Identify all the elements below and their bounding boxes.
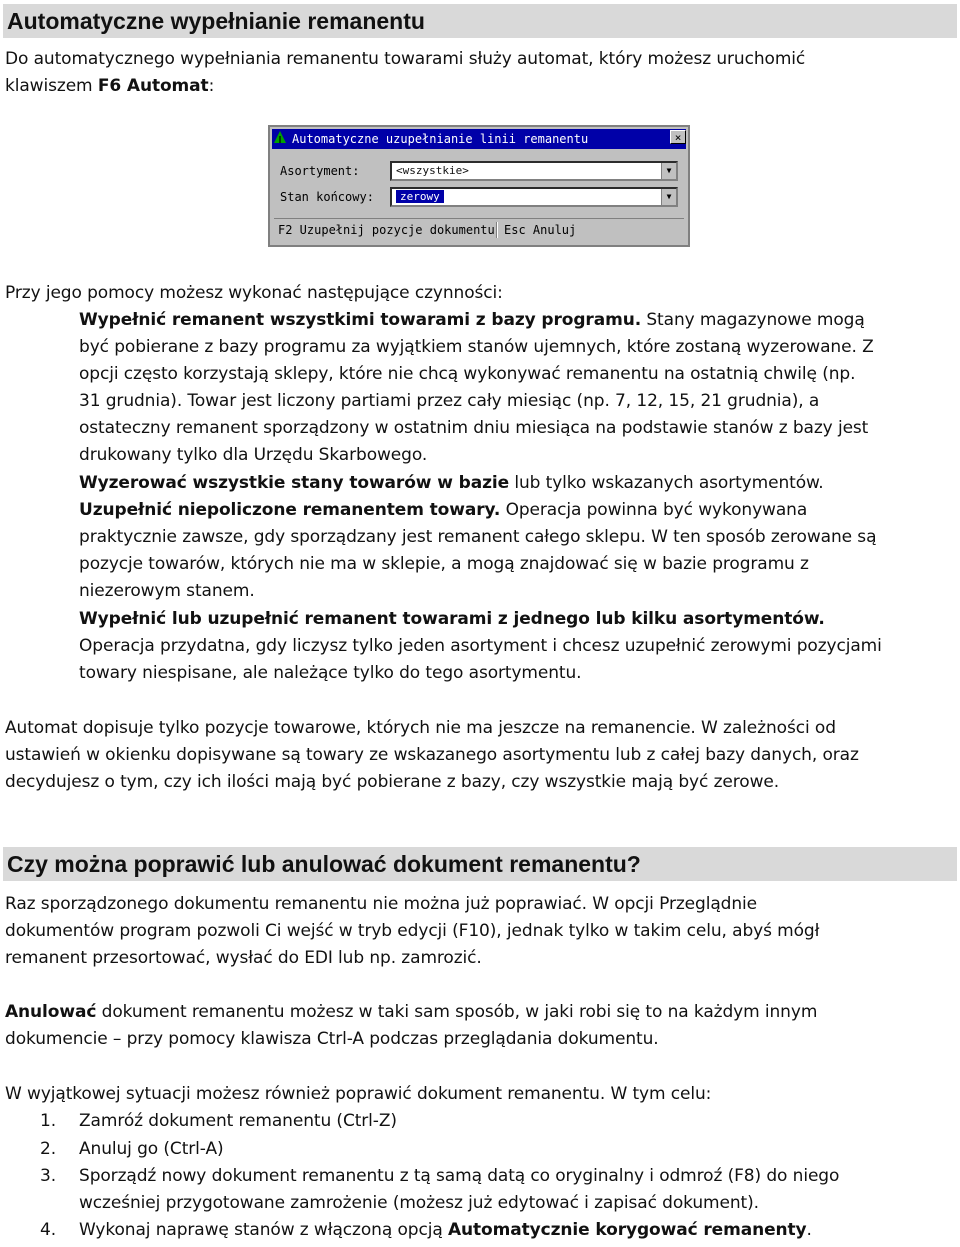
auto-fill-dialog (268, 125, 690, 247)
option-1-text: Stany magazynowe mogą (641, 310, 865, 330)
option-3-line-1 (79, 497, 807, 524)
step-text-continued: wcześniej przygotowane zamrożenie (możesz już edytować i zapisać dokument). (79, 1193, 759, 1213)
final-state-value: zerowy (396, 190, 444, 203)
option-1-title: Wypełnić remanent wszystkimi towarami z bazy programu. (79, 310, 642, 330)
intro-text: klawiszem (5, 76, 98, 96)
dialog-titlebar (272, 129, 686, 149)
cancel-para-text: dokument remanentu możesz w taki sam sposób, w jaki robi się to na każdym innym (96, 1002, 818, 1022)
option-3-line-2: praktycznie zawsze, gdy sporządzany jest remanent całego sklepu. W ten sposób zerowane są (79, 527, 877, 547)
section-heading-auto-fill: Automatyczne wypełnianie remanentu (3, 4, 957, 38)
intro-colon: : (208, 76, 215, 96)
option-1-line-3: opcji często korzystają sklepy, które nie chcą wykonywać remanentu na ostatnią chwilę (np. (79, 364, 856, 384)
automat-line-1: Automat dopisuje tylko pozycje towarowe, których nie ma jeszcze na remanencie. W zależności od (5, 718, 836, 738)
option-4-line-2: towary niespisane, ale należące tylko do tego asortymentu. (79, 663, 582, 683)
automat-line-3: decydujesz o tym, czy ich ilości mają być pobierane z bazy, czy wszystkie mają być zerowe. (5, 772, 780, 792)
option-1-line-5: ostateczny remanent sporządzony w ostatnim dniu miesiąca na podstawie stanów z bazy jest (79, 418, 869, 438)
assortment-label: Asortyment: (280, 164, 360, 178)
dialog-toolbar (274, 218, 684, 241)
option-1-line-4: 31 grudnia). Towar jest liczony partiami przez cały miesiąc (np. 7, 12, 15, 21 grudnia), a (79, 391, 820, 411)
cancel-keyword: Anulować (5, 1002, 97, 1022)
option-3-line-4: niezerowym stanem. (79, 581, 255, 601)
step-number: 4. (40, 1220, 57, 1240)
section-heading-edit-cancel: Czy można poprawić lub anulować dokument remanentu? (3, 847, 957, 881)
step-number: 3. (40, 1166, 57, 1186)
intro-line-1: Do automatycznego wypełniania remanentu towarami służy automat, który możesz uruchomić (5, 49, 806, 69)
step-text: Anuluj go (Ctrl-A) (79, 1139, 224, 1159)
step-text (79, 1217, 812, 1244)
assortment-select[interactable] (390, 161, 678, 181)
option-4-title (79, 606, 825, 633)
option-1-line-1 (79, 307, 865, 334)
step-number: 1. (40, 1111, 57, 1131)
chevron-down-icon[interactable]: ▼ (661, 189, 676, 205)
step-4-tail: . (806, 1220, 812, 1240)
toolbar-divider (496, 222, 498, 238)
final-state-select[interactable] (390, 187, 678, 207)
option-2-title: Wyzerować wszystkie stany towarów w bazie (79, 473, 510, 493)
cancel-para-line-2: dokumencie – przy pomocy klawisza Ctrl-A podczas przeglądania dokumentu. (5, 1029, 659, 1049)
edit-para-line-1: Raz sporządzonego dokumentu remanentu nie można już poprawiać. W opcji Przeglądnie (5, 894, 757, 914)
exception-para: W wyjątkowej sytuacji możesz również poprawić dokument remanentu. W tym celu: (5, 1084, 712, 1104)
step-number: 2. (40, 1139, 57, 1159)
intro-line-2 (5, 73, 214, 100)
option-2-text: lub tylko wskazanych asortymentów. (509, 473, 824, 493)
app-icon (274, 131, 286, 143)
close-icon[interactable]: × (670, 130, 686, 144)
cancel-button[interactable]: Esc Anuluj (504, 223, 577, 237)
step-text: Zamróź dokument remanentu (Ctrl-Z) (79, 1111, 397, 1131)
option-4-title-text: Wypełnić lub uzupełnić remanent towarami z jednego lub kilku asortymentów. (79, 609, 825, 629)
f6-key-label: F6 Automat (97, 76, 209, 96)
assortment-value: <wszystkie> (396, 164, 469, 177)
option-4-line-1: Operacja przydatna, gdy liczysz tylko jeden asortyment i chcesz uzupełnić zerowymi pozycjami (79, 636, 882, 656)
cancel-para-line-1 (5, 999, 817, 1026)
option-3-line-3: pozycje towarów, których nie ma w sklepie, a mogą znajdować się w bazie programu z (79, 554, 809, 574)
fill-positions-button[interactable]: F2 Uzupełnij pozycje dokumentu (278, 223, 495, 237)
automat-line-2: ustawień w okienku dopisywane są towary ze wskazanego asortymentu lub z całej bazy danych, oraz (5, 745, 859, 765)
option-3-title: Uzupełnić niepoliczone remanentem towary. (79, 500, 501, 520)
option-1-line-2: być pobierane z bazy programu za wyjątkiem stanów ujemnych, które zostaną wyzerowane. Z (79, 337, 874, 357)
dialog-title: Automatyczne uzupełnianie linii remanentu (292, 132, 589, 146)
edit-para-line-2: dokumentów program pozwoli Ci wejść w tryb edycji (F10), jednak tylko w takim celu, abyś mógł (5, 921, 820, 941)
step-4-text: Wykonaj naprawę stanów z włączoną opcją (79, 1220, 448, 1240)
chevron-down-icon[interactable]: ▼ (661, 163, 676, 179)
edit-para-line-3: remanent przesortować, wysłać do EDI lub np. zamrozić. (5, 948, 482, 968)
option-2 (79, 470, 824, 497)
step-text: Sporządź nowy dokument remanentu z tą samą datą co oryginalny i odmroź (F8) do niego (79, 1166, 840, 1186)
option-3-text: Operacja powinna być wykonywana (500, 500, 808, 520)
option-1-line-6: drukowany tylko dla Urzędu Skarbowego. (79, 445, 428, 465)
auto-correct-option: Automatycznie korygować remanenty (447, 1220, 807, 1240)
final-state-label: Stan końcowy: (280, 190, 374, 204)
options-lead: Przy jego pomocy możesz wykonać następujące czynności: (5, 283, 503, 303)
